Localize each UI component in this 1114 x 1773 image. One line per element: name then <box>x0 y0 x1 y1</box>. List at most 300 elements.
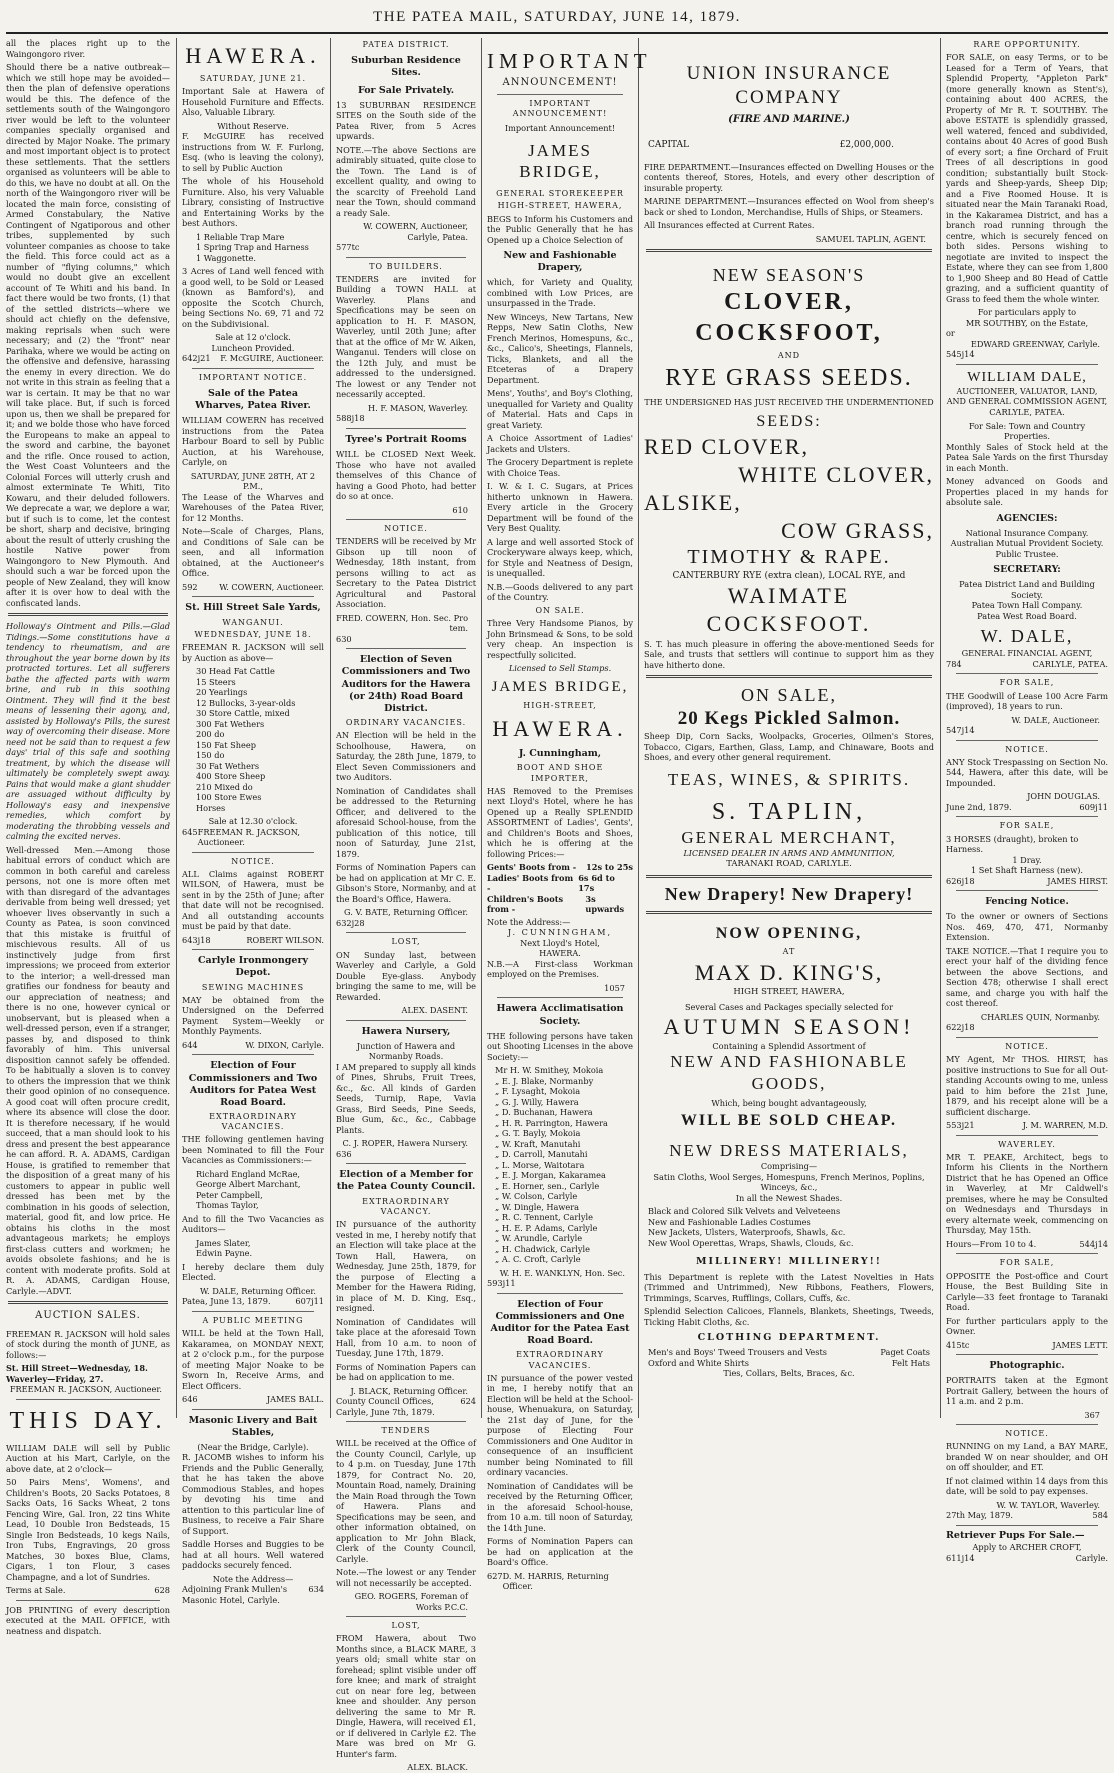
private-heading: For Sale Privately. <box>357 84 455 96</box>
divider <box>956 890 1098 891</box>
ad-number: 607j11 <box>295 1296 324 1307</box>
bridge-heading: JAMES BRIDGE, <box>491 678 629 695</box>
divider <box>16 1600 160 1601</box>
hirst-signature: JAMES HIRST. <box>1047 875 1108 886</box>
commissioner-list <box>196 1169 324 1211</box>
new-drapery-heading: New Drapery! New Drapery! <box>664 884 914 905</box>
masonic-sub: (Near the Bridge, Carlyle). <box>197 1441 309 1452</box>
declare-text: I hereby declare them duly Elected. <box>182 1261 324 1283</box>
mens-text: Mens', Youths', and Boy's Clothing, unequalled for Variety and Quality of Material. Hats and Caps in great Variety. <box>487 388 634 430</box>
secretaryship: Patea West Road Board. <box>977 610 1077 621</box>
column-5 <box>644 38 934 1420</box>
forsale-heading: FOR SALE, <box>999 678 1055 688</box>
note-address: Note the Address:— <box>487 916 571 927</box>
ad-number: 584 <box>1092 1510 1108 1521</box>
list-item: Horses <box>196 802 226 813</box>
lost-heading: LOST, <box>391 937 421 947</box>
list-item: „ G. T. Bayly, Mokoia <box>495 1128 581 1139</box>
lett-signature: JAMES LETT. <box>1052 1339 1108 1350</box>
tenders-ad: TENDERS are invited for Building a TOWN HALL at Waverley. Plans and Specifications may be seen on application to H. F. MASON, Waverley, until 20th June; after that at the office of Mr W. Aiken, Wanganui. Tenders will close on the 12th July, and must be addressed to the undersigned. The lowest or any Tender not necessarily accepted. <box>336 273 476 400</box>
jackson-signature: FREEMAN R. JACKSON, Auctioneer. <box>9 1384 162 1395</box>
ad-number: 588j18 <box>336 413 365 424</box>
licensed-dealer: LICENSED DEALER IN ARMS AND AMMUNITION, <box>683 849 895 859</box>
clothing-heading: CLOTHING DEPARTMENT. <box>697 1332 881 1344</box>
rogers-note: Note.—The lowest or any Tender will not necessarily be accepted. <box>336 1567 476 1588</box>
drapery-text: which, for Variety and Quality, combined with Low Prices, are unsurpassed in the Trade. <box>487 277 633 309</box>
hours: Hours—From 10 to 4. <box>946 1238 1037 1249</box>
containing: Containing a Splendid Assortment of <box>712 1040 866 1051</box>
list-item: 150 Fat Sheep <box>196 739 256 750</box>
list-item: 1 Spring Trap and Harness <box>196 242 309 253</box>
list-item: 30 Store Cattle, mixed <box>196 708 290 719</box>
list-item: „ H. R. Parrington, Hawera <box>495 1117 608 1128</box>
photographic-heading: Photographic. <box>989 1360 1065 1372</box>
general-merchant: GENERAL MERCHANT, <box>681 828 897 848</box>
list-item: Mr H. W. Smithey, Mokoia <box>495 1065 604 1076</box>
fire-marine: (FIRE AND MARINE.) <box>728 113 850 125</box>
dasent-signature: ALEX. DASENT. <box>401 1005 468 1016</box>
list-item: 12 Bullocks, 3-year-olds <box>196 697 296 708</box>
divider <box>192 1311 314 1312</box>
jacomb-ad-2: Saddle Horses and Buggies to be had at all hours. Well watered paddocks securely fenced. <box>182 1539 324 1571</box>
hawera-heading: HAWERA. <box>185 43 321 68</box>
retriever-heading: Retriever Pups For Sale.— <box>946 1529 1085 1541</box>
agency: Public Trustee. <box>995 548 1059 559</box>
for-sale-props: For Sale: Town and Country Properties. <box>968 420 1086 442</box>
ad-number: 632j28 <box>336 917 365 928</box>
divider <box>192 949 314 950</box>
list-item: „ F. Lysaght, Mokoia <box>495 1086 581 1097</box>
divider <box>346 1616 466 1617</box>
column-4 <box>487 38 652 1592</box>
list-item: „ H. Chadwick, Carlyle <box>495 1243 590 1254</box>
divider <box>192 1409 314 1410</box>
canterbury: CANTERBURY RYE (extra clean), LOCAL RYE, and <box>672 570 906 581</box>
important-notice: IMPORTANT NOTICE. <box>198 372 308 382</box>
list-item: Thomas Taylor, <box>196 1200 259 1211</box>
ad-number: 636 <box>336 1148 352 1159</box>
bought: Which, being bought advantageously, <box>711 1097 867 1108</box>
list-item: George Albert Marchant, <box>196 1179 301 1190</box>
price-list <box>487 862 633 915</box>
storekeeper: GENERAL STOREKEEPER <box>496 189 624 199</box>
trespass-text: ANY Stock Trespassing on Section No. 544, Hawera, after this date, will be Impounded. <box>946 756 1108 788</box>
taplin-offer: S. T. has much pleasure in offering the above-mentioned Seeds for Sale, and trusts that settlers will continue to support him as they have hitherto done. <box>644 638 934 670</box>
tyree-ad: WILL be CLOSED Next Week. Those who have not availed themselves of this Chance of having a Good Photo, had better do so at once. <box>336 449 476 502</box>
ad-number: 544j14 <box>1079 1238 1108 1249</box>
monthly-sales: Monthly Sales of Stock held at the Patea Sale Yards on the first Thursday in each Month. <box>946 441 1108 473</box>
divider <box>346 1421 466 1422</box>
ad-number: 643j18 <box>182 934 211 945</box>
ad-number: 630 <box>336 633 352 644</box>
divider <box>8 1301 168 1304</box>
take-notice: TAKE NOTICE.—That I require you to erect your half of the dividing fence between the above Sections, and Section 478; otherwise I shall erect same, and charge you with half the cost thereof. <box>946 945 1108 1009</box>
column-rule <box>940 38 941 1418</box>
ad-number: 622j18 <box>946 1022 975 1033</box>
undersigned: THE UNDERSIGNED HAS JUST RECEIVED THE UNDERMENTIONED <box>644 397 934 407</box>
ad-number: 593j11 <box>487 1278 516 1289</box>
clothing-list <box>648 1347 930 1379</box>
ad-number: 545j14 <box>946 349 975 360</box>
ad-number: 627 <box>487 1570 503 1581</box>
millinery-text: This Department is replete with the Latest Novelties in Hats (Trimmed and Untrimmed), New Ribbons, Feathers, Flowers, Trimmings, Scarves, Rufflings, Collars, Cuffs, &c. <box>644 1271 934 1303</box>
ad-number: 644 <box>182 1039 198 1050</box>
dale-signature: W. DALE, Returning Officer. <box>200 1285 316 1296</box>
at-text: AT <box>782 946 796 956</box>
bay-mare-text-2: If not claimed within 14 days from this date, will be sold to pay expenses. <box>946 1475 1108 1497</box>
sewing-ad: MAY be obtained from the Undersigned on the Deferred Payment System—Weekly or Monthly Payments. <box>182 994 324 1037</box>
high-street: HIGH-STREET, <box>523 700 597 710</box>
goodwill-text: THE Goodwill of Lease 100 Acre Farm (improved), 18 years to run. <box>946 690 1108 712</box>
ad-number: 626j18 <box>946 875 975 886</box>
auditors-intro: And to fill the Two Vacancies as Auditors— <box>182 1213 324 1235</box>
divider <box>16 1399 160 1400</box>
vacancies-heading: ORDINARY VACANCIES. <box>345 718 467 728</box>
cowern-signature: W. COWERN, Auctioneer, Carlyle, Patea. <box>363 221 468 242</box>
hirst-notice: MY Agent, Mr THOS. HIRST, has positive instructions to Sue for all Out-standing Accounts owing to me, unless paid to him before the 21st June, 1879, and his receipt alone will be a sufficient discharge. <box>946 1054 1108 1117</box>
taylor-signature: W. W. TAYLOR, Waverley. <box>996 1499 1100 1510</box>
this-day-heading: THIS DAY. <box>9 1407 167 1434</box>
cowern-date: SATURDAY, JUNE 28TH, AT 2 P.M., <box>190 470 316 492</box>
divider <box>346 257 466 258</box>
divider <box>192 368 314 369</box>
on-sale-heading: ON SALE. <box>535 605 585 615</box>
divider <box>497 94 623 95</box>
taylor-date: 27th May, 1879. <box>946 1510 1014 1521</box>
divider <box>956 1135 1098 1136</box>
ad-number: 610 <box>452 504 468 515</box>
forsale-heading: FOR SALE, <box>999 1258 1055 1268</box>
divider <box>646 911 932 914</box>
taplin-agent: SAMUEL TAPLIN, AGENT. <box>815 233 926 244</box>
cow-grass: COW GRASS, <box>781 518 934 544</box>
column-rule <box>481 38 482 1418</box>
list-item: „ D. Buchanan, Hawera <box>495 1107 593 1118</box>
warren-signature: J. M. WARREN, M.D. <box>1022 1120 1108 1131</box>
gfa-place: CARLYLE, PATEA. <box>1032 658 1108 669</box>
ad-number: 415tc <box>946 1339 970 1350</box>
list-item: 400 Store Sheep <box>196 771 266 782</box>
wilson-signature: ROBERT WILSON. <box>246 934 324 945</box>
hawera-sub: Important Sale at Hawera of Household Furniture and Effects. Also, Valuable Library. <box>182 86 324 118</box>
new-season: NEW SEASON'S <box>712 265 866 286</box>
wdale-heading: W. DALE, <box>980 626 1074 647</box>
millinery-heading: MILLINERY! MILLINERY!! <box>696 1256 882 1268</box>
taranaki-road: TARANAKI ROAD, CARLYLE. <box>726 859 852 870</box>
meeting-text: WILL be held at the Town Hall, Kakaramea, on MONDAY NEXT, at 2 o'clock p.m., for the purpose of meeting Major Noake to be Sworn In, Receive Arms, and Elect Officers. <box>182 1328 324 1391</box>
capital-label: CAPITAL <box>648 140 689 151</box>
mcguire-ad: F. McGUIRE has received instructions from W. F. Furlong, Esq. (who is leaving the colony), to sell by Public Auction <box>182 131 324 173</box>
seeds-heading: SEEDS: <box>756 413 822 431</box>
fire-department: FIRE DEPARTMENT.—Insurances effected on Dwelling Houses or the contents thereof, Stores, Hotels, and every other description of insurable property. <box>644 161 934 193</box>
dale-terms: Terms at Sale. <box>6 1585 66 1596</box>
teas-heading: TEAS, WINES, & SPIRITS. <box>667 769 911 789</box>
election-text: THE following gentlemen having been Nominated to fill the Four Vacancies as Commissioners:— <box>182 1134 324 1166</box>
list-item: Peter Campbell, <box>196 1189 263 1200</box>
price-value: 6s 6d to 17s <box>578 872 615 894</box>
acclimatisation-heading: Hawera Acclimatisation Society. <box>496 1003 624 1027</box>
county-text: IN pursuance of the authority vested in me, I hereby notify that an Election will take place at the Town Hall, Hawera, on Wednesday, June 25th, 1879, for the purpose of Electing a Member for the Hawera Riding, in place of M. D. King, Esq., resigned. <box>336 1219 476 1314</box>
divider <box>346 1020 466 1021</box>
price-label: Gents' Boots from - <box>487 862 577 873</box>
now-opening: NOW OPENING, <box>715 925 863 943</box>
dixon-signature: W. DIXON, Carlyle. <box>245 1039 324 1050</box>
election-heading: Election of Four Commissioners and Two Auditors for Patea West Road Board. <box>188 1060 318 1108</box>
hawera-date: SATURDAY, JUNE 21. <box>199 74 307 84</box>
nursery-ad: I AM prepared to supply all kinds of Pines, Shrubs, Fruit Trees, &c., &c. All kinds of Garden Seeds, Turnip, Rape, Vavia Grass, Bird Seeds, Pine Seeds, Blue Gum, &c., &c., Cabbage Plants. <box>336 1061 476 1135</box>
calicoes-text: Splendid Selection Calicoes, Flannels, Blankets, Sheetings, Tweeds, Ticking Habit Cloths, &c. <box>644 1306 934 1327</box>
money-advanced: Money advanced on Goods and Properties placed in my hands for absolute sale. <box>946 476 1108 508</box>
list-item: New Wool Operettas, Wraps, Shawls, Clouds, &c. <box>648 1237 854 1248</box>
divider <box>8 613 168 616</box>
price-value: 12s to 25s <box>586 862 633 873</box>
election-text: Forms of Nomination Papers can be had on application at Mr C. E. Gibson's Store, Normanby, and at the Board's Office, Hawera. <box>336 862 476 904</box>
current-rates: All Insurances effected at Current Rates. <box>644 220 815 231</box>
waverley-heading: WAVERLEY. <box>998 1139 1056 1149</box>
licensed-text: Licensed to Sell Stamps. <box>508 663 612 674</box>
editorial-para: Should there be a native outbreak—which we still hope may be avoided—then the plan of defensive operations would be this. The defence of the settlements south of the Waingongoro river would be left to the volunteer companies specially organised and directed by Major Noake. The primary and most important object is to protect these settlements. That the settlers organised as volunteers will be able to do this, we have no doubt at all. On the north of the Waingongoro river will be located the main force, consisting of Armed Constabulary, the Native Contingent of Ngatiporous and other tribes, supplemented by such volunteer companies as choose to take the field. This force could act as a number of "flying columns," which would no doubt give an excellent account of Te Whiti and his band. In fact there would be two fronts, (1) that of the settled districts—where we should act chiefly on the defensive, making reprisals when such were necessary; and (2) the "front" near Parihaka, where we would be acting on the offensive and defensive, harassing the enemy in every direction. We do not write in this strain as feeling that a war is certain. It may be that no war will take place. But, if such is forced upon us, then we shall be prepared for it; and we bolde those who have forced the Europeans to make an appeal to the sword and carbine, the bayonet and the rifle. Once roused to action, the West Coast Volunteers and the Colonial Forces will utterly crush and almost exterminate Te Whiti, Tito Kowaru, and their deluded followers. We deprecate a war, we deplore a war, but if such is to come, let the contest be short, sharp and decisive, bringing about the result of utterly crushing the hostile Native power from Waingongoro to New Plymouth. And should such a war be forced upon the people of New Zealand, they will know after it is over how to deal with the confiscated lands. <box>6 62 170 608</box>
douglas-signature: JOHN DOUGLAS. <box>1027 791 1100 802</box>
crockery-text: A large and well assorted Stock of Crockeryware always keep, which, for Style and Neatness of Design, is unequalled. <box>487 536 633 579</box>
divider <box>956 1354 1098 1355</box>
douglas-date: June 2nd, 1879. <box>946 801 1012 812</box>
horses-item: 3 HORSES (draught), broken to Harness. <box>946 833 1079 855</box>
carlyle-heading: Carlyle Ironmongery Depot. <box>197 955 308 979</box>
southby: MR SOUTHBY, on the Estate, <box>965 317 1089 328</box>
agency: National Insurance Company. <box>965 527 1089 538</box>
ad-number: 553j21 <box>946 1120 975 1131</box>
roper-signature: C. J. ROPER, Hawera Nursery. <box>342 1138 468 1149</box>
bay-mare-text: RUNNING on my Land, a BAY MARE, branded W on near shoulder, and OH on off shoulder, and ET. <box>946 1441 1108 1473</box>
frj-signature: FREEMAN R. JACKSON, Auctioneer. <box>197 826 301 848</box>
sheep-dip: Sheep Dip, Corn Sacks, Woolpacks, Groceries, Oilmen's Stores, Tobacco, Cigars, Earthen, Glass, Lamp, and Chinaware, Boots and Shoes, and every other general requirement. <box>644 731 934 763</box>
east-text: Nomination of Candidates will be received by the Returning Officer, in the aforesaid School-house, from 10 a.m. till noon of Saturday, the 14th June. <box>487 1480 633 1533</box>
salmon-heading: 20 Kegs Pickled Salmon. <box>677 708 901 730</box>
black-signature: J. BLACK, Returning Officer. <box>350 1385 468 1396</box>
divider <box>956 364 1098 365</box>
newest-shades: In all the Newest Shades. <box>735 1192 843 1203</box>
county-text: Forms of Nomination Papers can be had on application to me. <box>336 1361 476 1383</box>
divider <box>497 997 623 998</box>
wilson-notice: ALL Claims against ROBERT WILSON, of Hawera, must be sent in by the 25th of June; after that date will not be recognised. And all outstanding accounts must be paid by that date. <box>182 868 324 932</box>
ad-number: 577tc <box>336 242 360 253</box>
or-text: or <box>946 328 955 339</box>
hawera-heading: HAWERA. <box>492 716 628 742</box>
list-item: 210 Mixed do <box>196 781 253 792</box>
list-item: 1 Reliable Trap Mare <box>196 231 285 242</box>
list-item: „ A. C. Croft, Carlyle <box>495 1254 581 1265</box>
fencing-heading: Fencing Notice. <box>985 896 1069 908</box>
divider <box>346 428 466 429</box>
tyree-heading: Tyree's Portrait Rooms <box>345 433 467 445</box>
divider <box>346 1163 466 1164</box>
fencing-text: To the owner or owners of Sections Nos. 469, 470, 471, Normanby Extension. <box>946 911 1108 943</box>
wharves-heading: Sale of the Patea Wharves, Patea River. <box>195 388 311 412</box>
vacancies-heading: EXTRAORDINARY VACANCIES. <box>209 1111 297 1132</box>
bridge-heading: JAMES BRIDGE, <box>519 140 601 182</box>
divider <box>346 932 466 933</box>
vacancy-heading: EXTRAORDINARY VACANCY. <box>362 1196 450 1216</box>
list-item: Richard England McRae, <box>196 1168 301 1179</box>
ad-number: 645 <box>182 826 198 837</box>
black-signature: ALEX. BLACK. <box>407 1762 468 1773</box>
notice-heading: NOTICE. <box>384 524 428 534</box>
nb-text: N.B.—Goods delivered to any part of the Country. <box>487 581 633 603</box>
harris-signature: D. M. HARRIS, Returning Officer. <box>502 1570 609 1592</box>
cowern-ad-2: The Lease of the Wharves and Warehouses of the Patea River, for 12 Months. <box>182 491 324 523</box>
price-value: 3s upwards <box>585 893 625 915</box>
clothing-item: Paget Coats <box>880 1347 930 1358</box>
frj-ad: FREEMAN R. JACKSON will sell by Auction as above— <box>182 642 324 663</box>
note-address: Note the Address— <box>212 1573 294 1584</box>
dale-heading: WILLIAM DALE, <box>967 369 1087 385</box>
clothing-row <box>648 1368 930 1379</box>
list-item: „ G. J. Willy, Hawera <box>495 1096 579 1107</box>
sthill-line: St. Hill Street—Wednesday, 18. <box>6 1363 148 1374</box>
price-row <box>487 873 633 894</box>
sale-time: Sale at 12 o'clock. <box>215 332 291 343</box>
carlyle: CARLYLE, PATEA. <box>989 407 1065 418</box>
secretaryship: Patea Town Hall Company. <box>971 600 1083 611</box>
divider <box>192 596 314 597</box>
auction-sales-heading: AUCTION SALES. <box>35 1310 141 1321</box>
list-item: 150 do <box>196 750 225 761</box>
holloway-item: Holloway's Ointment and Pills.—Glad Tidings.—Some constitutions have a tendency to rheumatism, and are throughout the year borne down by its protracted tortures. Let all sufferers bathe the affected parts with warm brine, and rub in this soothing Ointment. They will find it the best means of lessening their agony, and, assisted by Holloway's Pills, the surest way of overcoming their disease. More need not be said than to request a few days' trial of this safe and soothing treatment, by which the disease will ultimately be completely swept away. Pains that would make a giant shudder are assuaged without difficulty by Holloway's easy and inexpensive remedies, which comfort by moderating the throbbing vessels and calming the excited nerves. <box>6 621 170 841</box>
staplin-heading: S. TAPLIN, <box>711 798 867 825</box>
important-announcement: IMPORTANT ANNOUNCEMENT! <box>512 98 608 118</box>
capital-value: £2,000,000. <box>839 140 894 151</box>
red-clover: RED CLOVER, <box>644 433 809 459</box>
cowern-ad-3: Note—Scale of Charges, Plans, and Conditions of Sale can be seen, and all information obtained, at the Auctioneer's Office. <box>182 526 324 579</box>
divider <box>956 673 1098 674</box>
grocery-text: The Grocery Department is replete with Choice Teas. <box>487 457 633 478</box>
luncheon: Luncheon Provided. <box>211 342 295 353</box>
accl-text: THE following persons have taken out Shooting Licenses in the above Society:— <box>487 1030 633 1062</box>
masthead <box>0 0 1114 34</box>
county-heading: Election of a Member for the Patea County Council. <box>336 1169 476 1193</box>
high-street: HIGH-STREET, HAWERA, <box>497 201 623 211</box>
waimate-cocksfoot: WAIMATE COCKSFOOT. <box>706 583 872 637</box>
important-heading: IMPORTANT <box>487 49 652 73</box>
lloyds: Next Lloyd's Hotel, <box>520 937 600 948</box>
rogers-signature: GEO. ROGERS, Foreman of Works P.C.C. <box>354 1591 468 1612</box>
white-clover: WHITE CLOVER, <box>738 461 934 487</box>
cunningham-heading: J. Cunningham, <box>518 748 602 760</box>
east-text: Forms of Nomination Papers can be had on application at the Board's Office. <box>487 1536 633 1568</box>
election-text: Nomination of Candidates shall be addressed to the Returning Officer, and delivered to the aforesaid School-house, from the publication of this notice, till noon of Saturday, June 21st, 1879. <box>336 785 476 859</box>
masthead-title: THE PATEA MAIL, SATURDAY, JUNE 14, 1879. <box>373 9 741 25</box>
ad-number: 634 <box>308 1584 324 1595</box>
clover-heading: CLOVER, COCKSFOOT, <box>695 289 883 347</box>
lost-text: ON Sunday last, between Waverley and Carlyle, a Gold Double Eye-glass. Anybody bringing the same to me, will be Rewarded. <box>336 949 476 1002</box>
county-text: Nomination of Candidates will take place at the aforesaid Town Hall, from 10 a.m. to noon of Tuesday, June 17th, 1879. <box>336 1316 476 1359</box>
ad-number: 592 <box>182 581 198 592</box>
sthill-heading: St. Hill Street Sale Yards, <box>185 602 321 614</box>
announcement-heading: ANNOUNCEMENT! <box>502 76 618 88</box>
opposite-text: OPPOSITE the Post-office and Court House, the Best Building Site in Carlyle—33 feet frontage to Taranaki Road. <box>946 1270 1108 1313</box>
clothing-row <box>648 1358 930 1369</box>
comprising: Comprising— <box>760 1161 818 1172</box>
list-item: 100 Store Ewes <box>196 792 262 803</box>
cowern-signature: W. COWERN, Auctioneer. <box>219 581 324 592</box>
ad-number: 611j14 <box>946 1552 975 1563</box>
vacancies-heading: EXTRAORDINARY VACANCIES. <box>516 1350 604 1370</box>
jackets-text: A Choice Assortment of Ladies' Jackets and Ulsters. <box>487 433 633 454</box>
shooter-list <box>495 1065 633 1265</box>
list-item: „ H. E. P. Adams, Carlyle <box>495 1222 598 1233</box>
portraits-text: PORTRAITS taken at the Egmont Portrait Gallery, between the hours of 11 a.m. and 2 p.m. <box>946 1375 1108 1407</box>
job-printing: JOB PRINTING of every description executed at the MAIL OFFICE, with neatness and dispatch. <box>6 1604 170 1636</box>
bate-signature: G. V. BATE, Returning Officer. <box>344 907 468 918</box>
wed-date: WEDNESDAY, JUNE 18. <box>194 629 312 639</box>
divider <box>346 519 466 520</box>
rogers-ad: WILL be received at the Office of the County Council, Carlyle, up to 4 p.m. on Tuesday, June 17th 1879, for Contract No. 20, Mountain Road, namely, Draining the Main Road through the Town of Hawera. Plans and Specifications may be seen, and other information obtained, on application to Mr John Black, Clerk of the County Council, Carlyle. <box>336 1438 476 1564</box>
divider <box>646 675 932 678</box>
particulars: For particulars apply to <box>977 307 1077 318</box>
notice-heading: NOTICE. <box>231 856 275 866</box>
sewing-heading: SEWING MACHINES <box>201 982 305 992</box>
ad-number: 547j14 <box>946 725 975 736</box>
new-goods: NEW AND FASHIONABLE GOODS, <box>670 1052 908 1093</box>
nursery-sub: Junction of Hawera and Normanby Roads. <box>356 1040 456 1062</box>
retriever-apply: Apply to ARCHER CROFT, <box>972 1542 1082 1553</box>
tenders-heading: TENDERS <box>381 1426 431 1436</box>
mcguire-ad-2: The whole of his Household Furniture. Also, his very Valuable Library, consisting of Instructive and Entertaining Works by the best Authors. <box>182 176 324 229</box>
quin-signature: CHARLES QUIN, Normanby. <box>980 1011 1100 1022</box>
removed-text: HAS Removed to the Premises next Lloyd's Hotel, where he has Opened up a Really SPLENDID ASSORTMENT of Ladies', Gents', and Children's Boots and Shoes, which he is offering at the following Prices:— <box>487 785 633 859</box>
list-item: 1 Waggonette. <box>196 252 256 263</box>
appleton-ad: FOR SALE, on easy Terms, or to be Leased for a Term of Years, that Splendid Property, "Appleton Park" (more generally known as Stent's), containing about 400 ACRES, the Property of Mr R. T. SOUTHBY. The above ESTATE is splendidly grassed, well watered, fenced and subdivided, contains about 40 Acres of good Bush of every sort; a fine Orchard of Fruit Trees of all descriptions in good condition; substantially built Stock-yards and Sheep-yards, Sheep Dip; and a Five Roomed House. It is situated near the Main Taranaki Road, in the Kakaramea District, and has a branch road running through the centre, which is securely fenced on both sides. Persons wishing to negotiate are invited to inspect the Estate, where they can see from 1,800 to 1,900 Sheep and 80 Head of Cattle grazing, and a sufficient quantity of Grass to feed them the whole winter. <box>946 52 1108 304</box>
clothing-item: Oxford and White Shirts <box>648 1357 749 1368</box>
rye-heading: RYE GRASS SEEDS. <box>665 365 913 392</box>
divider <box>646 875 932 878</box>
divider <box>192 1054 314 1055</box>
east-text: IN pursuance of the power vested in me, I hereby notify that an Election will be held at the School-house, Whenuakura, on Saturday, the 21st day of June, for the purpose of Electing Four Commissioners and One Auditor in consequence of an insufficient number being Nominated to fill ordinary vacancies. <box>487 1372 633 1478</box>
marine-department: MARINE DEPARTMENT.—Insurances effected on Wool from sheep's back or shed to London, Merchandise, Hulls of Ships, or Steamers. <box>644 196 934 217</box>
divider <box>956 1253 1098 1254</box>
dale-date: Patea, June 13, 1879. <box>182 1296 271 1307</box>
list-item: 300 Fat Wethers <box>196 718 265 729</box>
mason-signature: H. F. MASON, Waverley. <box>368 402 468 413</box>
meeting-heading: A PUBLIC MEETING <box>202 1315 304 1325</box>
masonic-heading: Masonic Livery and Bait Stables, <box>188 1414 318 1438</box>
ad-number: 1057 <box>604 982 625 993</box>
clothing-row <box>648 1347 930 1358</box>
list-item: 30 Fat Wethers <box>196 760 260 771</box>
mcguire-items <box>196 232 324 264</box>
secretaryship: Patea District Land and Building Society. <box>959 579 1095 600</box>
notice-heading: NOTICE. <box>1005 1429 1049 1439</box>
sold-cheap: WILL BE SOLD CHEAP. <box>680 1112 898 1130</box>
column-2 <box>182 38 324 1605</box>
wanganui: WANGANUI. <box>222 617 284 627</box>
cunningham-name: J. CUNNINGHAM, <box>507 927 613 938</box>
mare-text: FROM Hawera, about Two Months since, a BLACK MARE, 3 years old; small white star on forehead; splint visible under off fore knee; and mark of straight cut on near fore leg, between knee and shoulder. Any person delivering the same to Mr R. Dingle, Hawera, will received £1, or if delivered in Carlyle £2. The Mare was bred on Mr G. Hunter's farm. <box>336 1633 476 1759</box>
clothing-item: Men's and Boys' Tweed Trousers and Vests <box>648 1347 827 1358</box>
cowern-ad: WILLIAM COWERN has received instructions from the Patea Harbour Board to sell by Public Auction, at his Warehouse, Carlyle, on <box>182 415 324 468</box>
price-row <box>487 894 633 915</box>
autumn-season: AUTUMN SEASON! <box>663 1013 915 1039</box>
union-heading: UNION INSURANCE COMPANY <box>686 63 892 109</box>
divider <box>346 648 466 649</box>
price-label: Children's Boots from - <box>487 893 564 915</box>
and-text: AND <box>777 350 801 360</box>
dray-item: 1 Dray. <box>1012 854 1042 865</box>
ball-signature: JAMES BALL. <box>266 1394 324 1405</box>
auditor-list <box>196 1238 324 1259</box>
forsale-heading: FOR SALE, <box>999 821 1055 831</box>
suburban-heading: Suburban Residence Sites. <box>351 55 461 79</box>
